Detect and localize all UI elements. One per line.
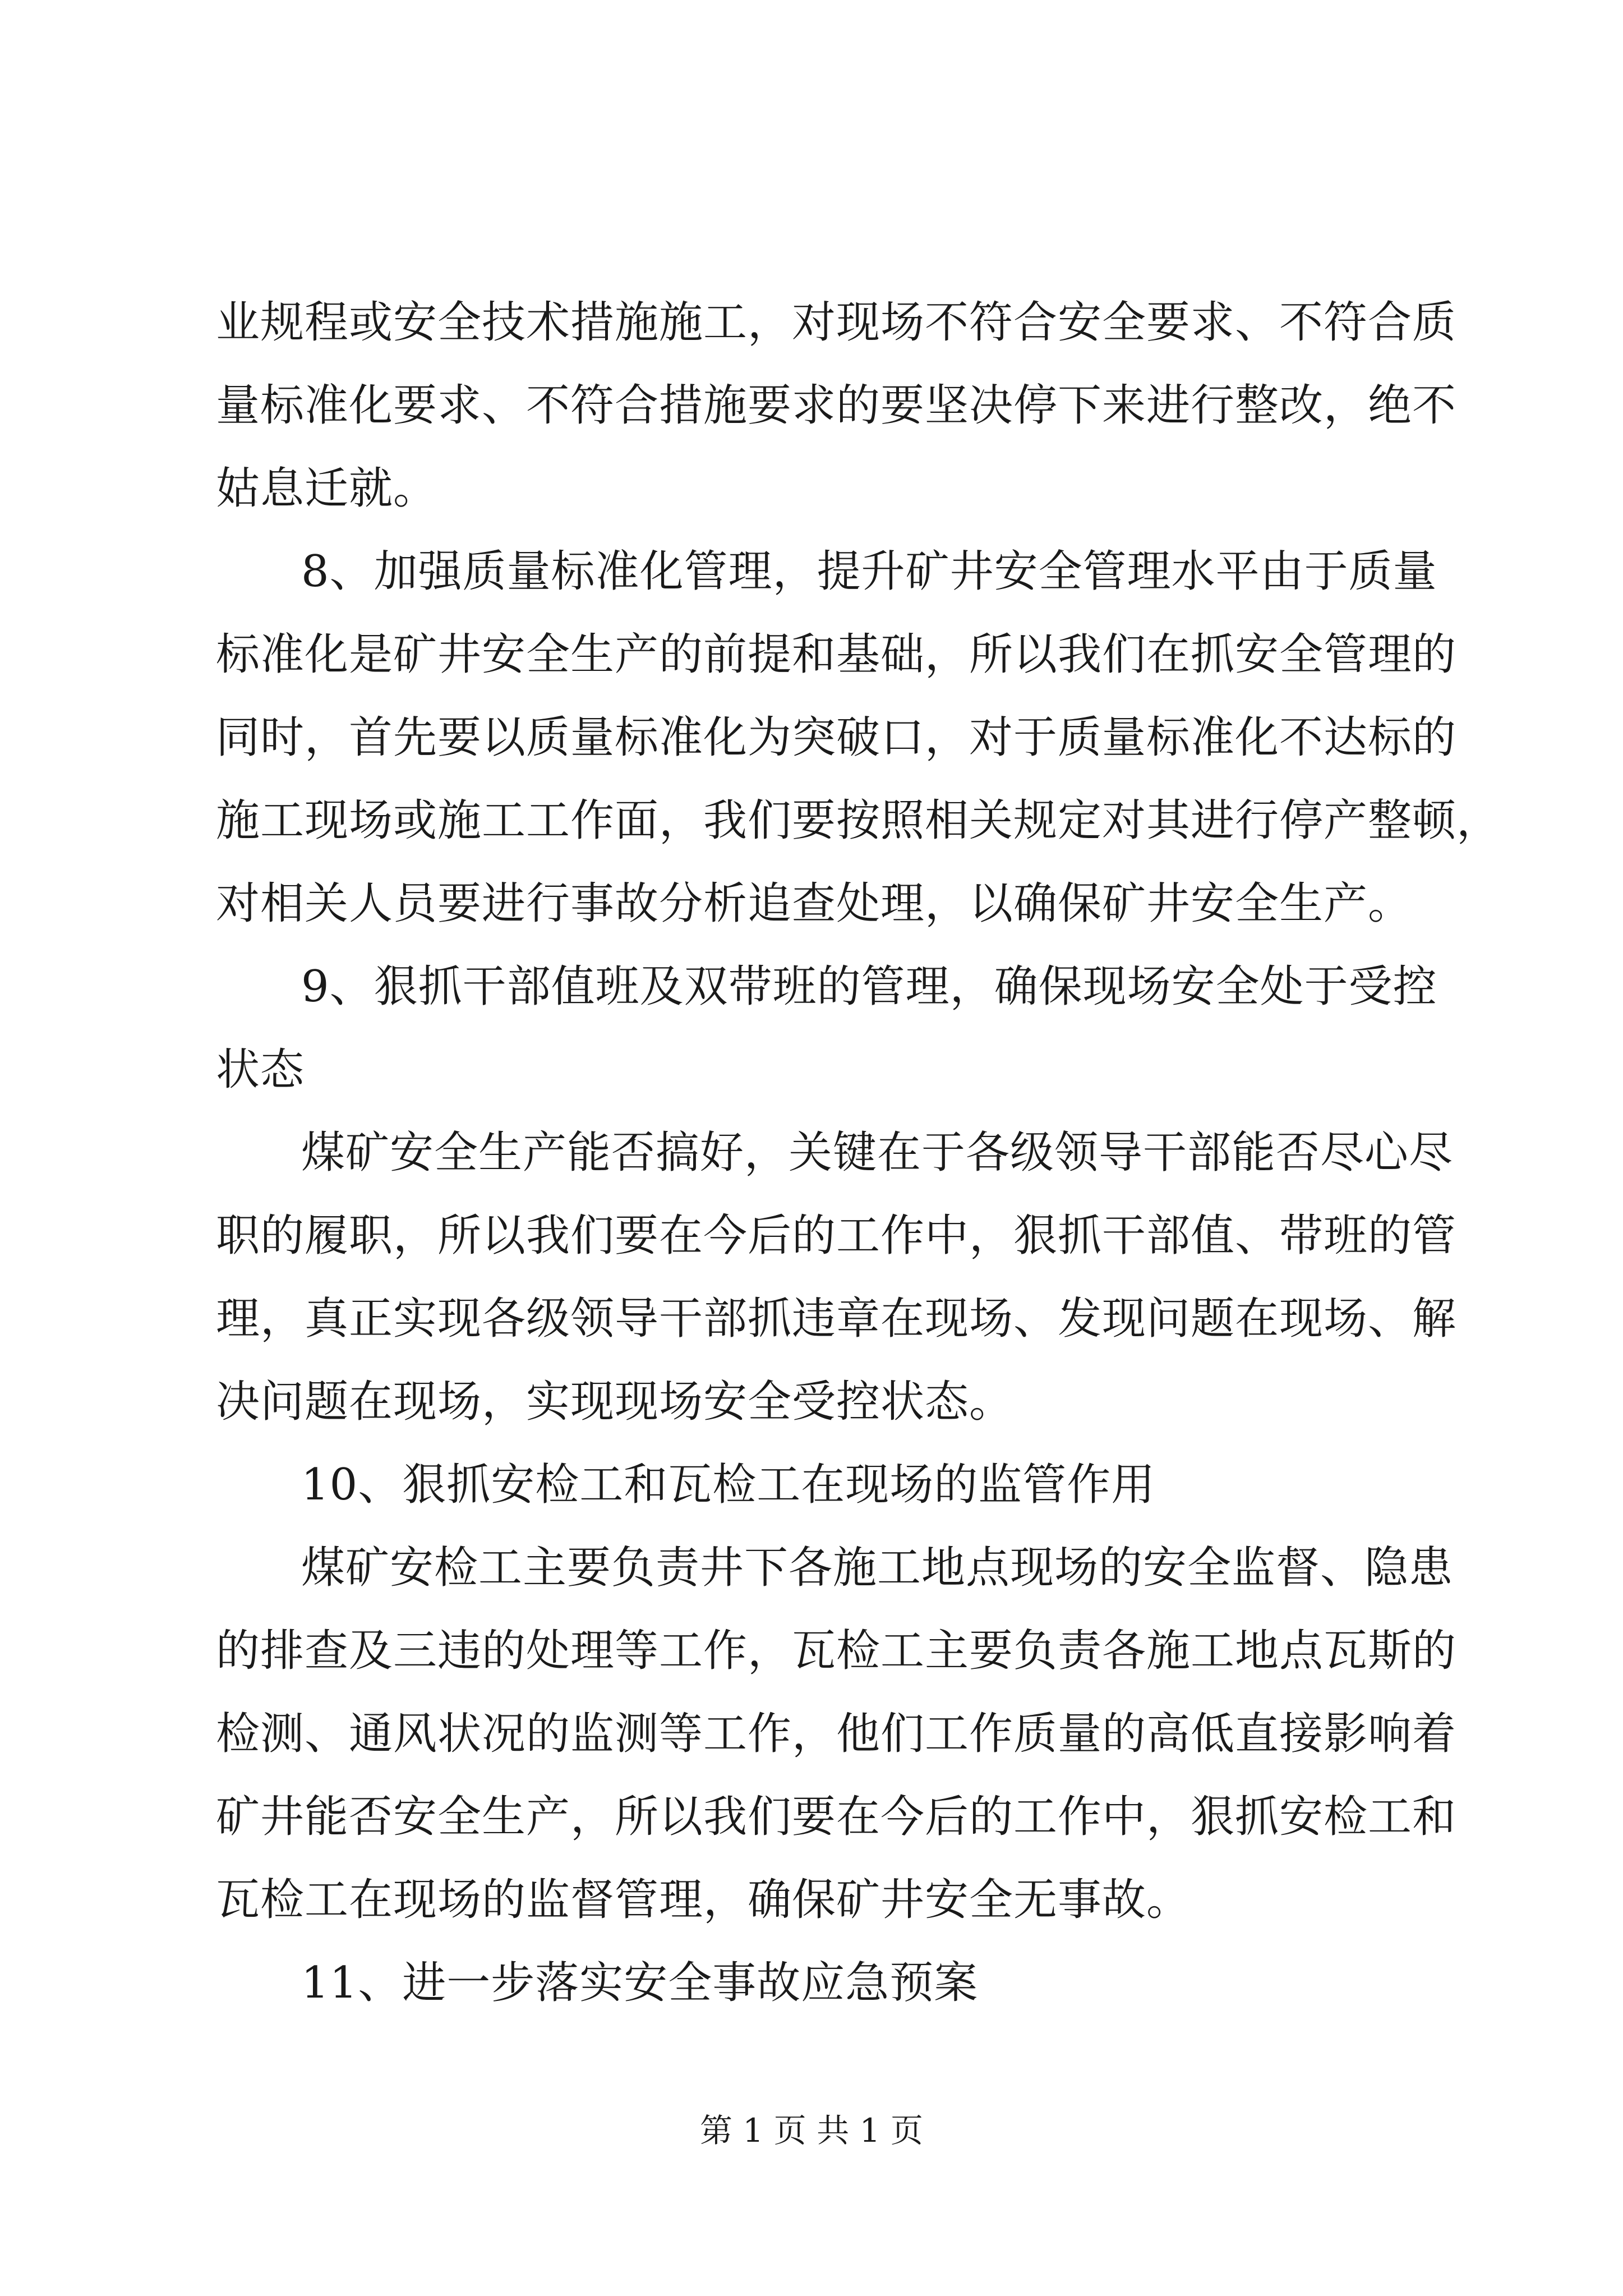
text-line: 状态	[216, 1045, 305, 1095]
text-line: 8、加强质量标准化管理，提升矿井安全管理水平由于质量	[301, 546, 1437, 597]
text-line: 煤矿安检工主要负责井下各施工地点现场的安全监督、隐患	[301, 1543, 1454, 1593]
text-line: 姑息迁就。	[216, 463, 438, 514]
text-line: 矿井能否安全生产，所以我们要在今后的工作中，狠抓安检工和	[216, 1792, 1457, 1842]
text-line: 11、进一步落实安全事故应急预案	[301, 1958, 979, 2008]
page-footer: 第 1 页 共 1 页	[700, 2111, 923, 2150]
text-line: 煤矿安全生产能否搞好，关键在于各级领导干部能否尽心尽	[301, 1128, 1454, 1178]
text-line: 的排查及三违的处理等工作，瓦检工主要负责各施工地点瓦斯的	[216, 1626, 1457, 1676]
text-line: 同时，首先要以质量标准化为突破口，对于质量标准化不达标的	[216, 712, 1457, 763]
text-line: 施工现场或施工工作面，我们要按照相关规定对其进行停产整顿，	[216, 795, 1501, 846]
text-line: 理，真正实现各级领导干部抓违章在现场、发现问题在现场、解	[216, 1294, 1457, 1344]
text-line: 业规程或安全技术措施施工，对现场不符合安全要求、不符合质	[216, 297, 1457, 348]
text-line: 量标准化要求、不符合措施要求的要坚决停下来进行整改，绝不	[216, 380, 1457, 431]
text-line: 9、狠抓干部值班及双带班的管理，确保现场安全处于受控	[301, 961, 1437, 1012]
text-line: 标准化是矿井安全生产的前提和基础，所以我们在抓安全管理的	[216, 629, 1457, 680]
text-line: 检测、通风状况的监测等工作，他们工作质量的高低直接影响着	[216, 1709, 1457, 1759]
text-line: 对相关人员要进行事故分析追查处理，以确保矿井安全生产。	[216, 878, 1413, 929]
text-line: 决问题在现场，实现现场安全受控状态。	[216, 1377, 1014, 1427]
text-line: 瓦检工在现场的监督管理，确保矿井安全无事故。	[216, 1875, 1191, 1925]
text-line: 职的履职，所以我们要在今后的工作中，狠抓干部值、带班的管	[216, 1211, 1457, 1261]
text-line: 10、狠抓安检工和瓦检工在现场的监管作用	[301, 1460, 1156, 1510]
